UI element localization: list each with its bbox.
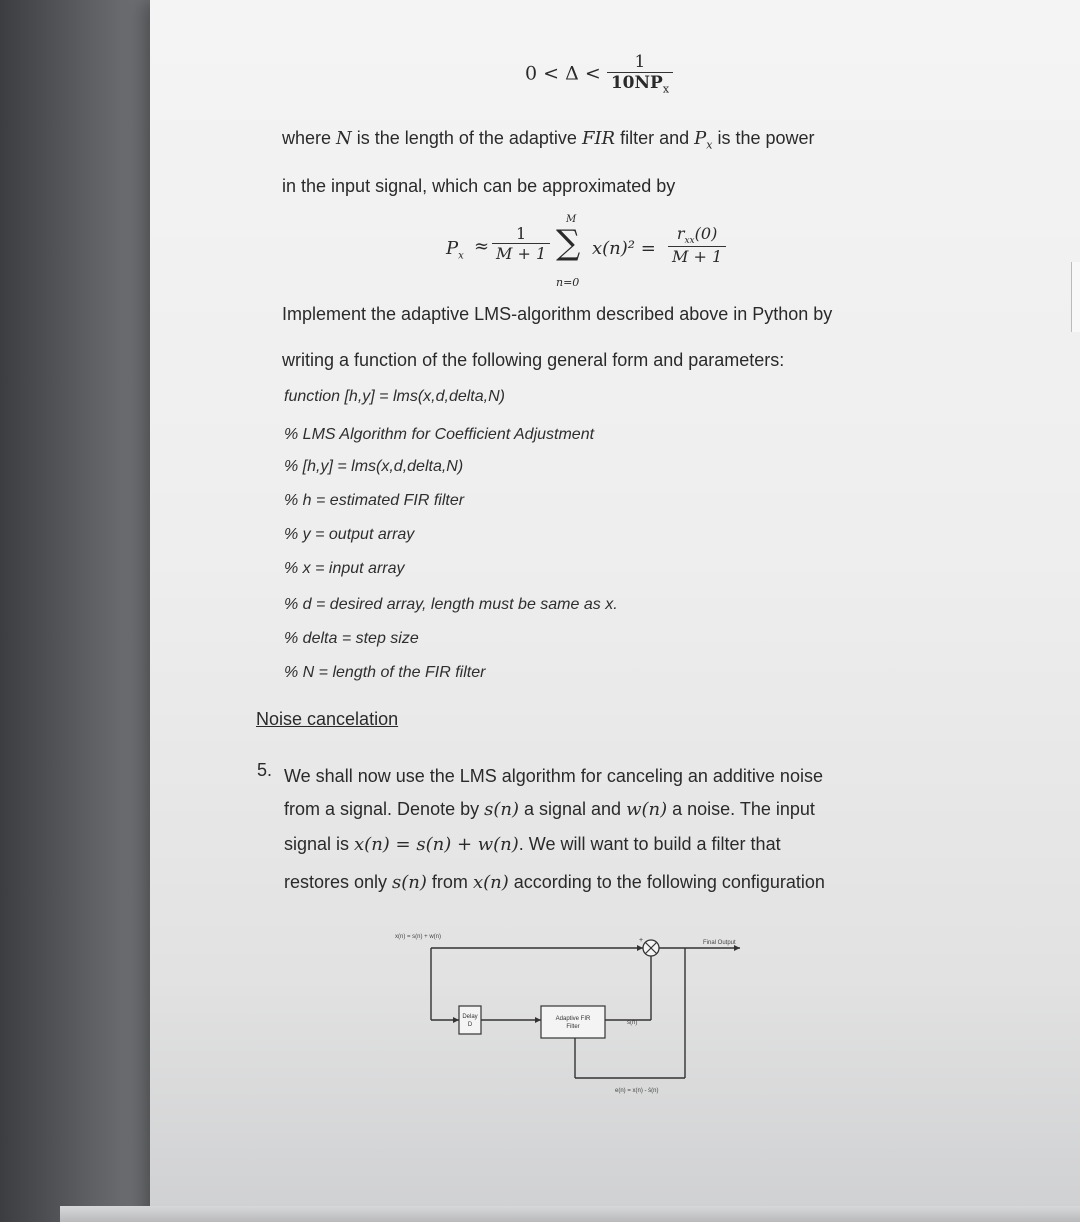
filter-label-2: Filter [566,1024,580,1030]
code-line: % delta = step size [284,630,419,647]
adaptive-filter-block [541,1006,605,1038]
eq2-term: x(n)² = [592,238,656,259]
noise-cancellation-diagram [395,918,785,1108]
section-heading: Noise cancelation [256,709,399,729]
eq2-lhs: P [446,238,459,259]
code-line: % y = output array [284,526,415,543]
list-item-line: We shall now use the LMS algorithm for canceling an additive noise [284,766,823,786]
paragraph-line: in the input signal, which can be approximated by [282,176,676,196]
list-item-line: from a signal. Denote by s(n) a signal and w(n) a noise. The input [284,799,815,820]
eq2-fraction-2: $r_{xx}(0)$ M + 1 [668,224,726,266]
paragraph-line: writing a function of the following general form and parameters: [282,350,785,370]
equation-step-size-bound [525,52,673,95]
eq1-lhs: 0 < Δ < [525,62,601,85]
scrollbar-thumb[interactable] [1071,262,1080,332]
eq1-fraction [607,52,673,95]
delay-label-d: D [467,1022,473,1028]
code-line: % LMS Algorithm for Coefficient Adjustment [284,426,595,443]
estimate-label: ŝ(n) [627,1020,638,1026]
code-line: % d = desired array, length must be same as x. [284,596,618,613]
list-item-line: signal is x(n) = s(n) + w(n). We will want to build a filter that [284,834,781,855]
delay-label: Delay [462,1014,478,1020]
eq2-approx: ≈ [474,236,490,257]
eq1-numerator: 1 [607,52,673,73]
eq2-sigma-top: M [566,214,577,225]
output-label: Final Output [703,940,736,946]
eq1-denominator: $10NP_x$ [610,73,670,96]
eq2-sigma-bottom: n=0 [556,276,580,289]
eq2-sigma: ∑ [556,223,581,263]
code-line: % N = length of the FIR filter [284,664,486,681]
filter-label: Adaptive FIR [555,1016,591,1022]
list-item-number: 5. [257,760,273,780]
list-item-line: restores only s(n) from x(n) according to the following configuration [284,872,825,893]
paragraph-line: Implement the adaptive LMS-algorithm described above in Python by [282,304,833,324]
delay-block [459,1006,481,1034]
code-line: % [h,y] = lms(x,d,delta,N) [284,458,464,475]
code-line: function [h,y] = lms(x,d,delta,N) [284,388,505,405]
equation-power-approximation: $P_x$ ≈ $\frac{1}{M + 1}$ M ∑ n=0 x(n)² = $r_{xx}(0)$ M + 1 [446,214,766,294]
eq2-fraction-1: $\frac{1}{M + 1}$ [492,224,550,263]
sum-sign: + [639,937,644,944]
error-label: e(n) = x(n) - ŝ(n) [615,1088,659,1094]
code-line: % x = input array [284,560,405,577]
monitor-bottom-edge [60,1206,1080,1222]
paragraph-line: where N is the length of the adaptive FIR filter and $P_x$ is the power [282,128,815,152]
code-line: % h = estimated FIR filter [284,492,465,509]
input-label: x(n) = s(n) + w(n) [395,934,442,940]
